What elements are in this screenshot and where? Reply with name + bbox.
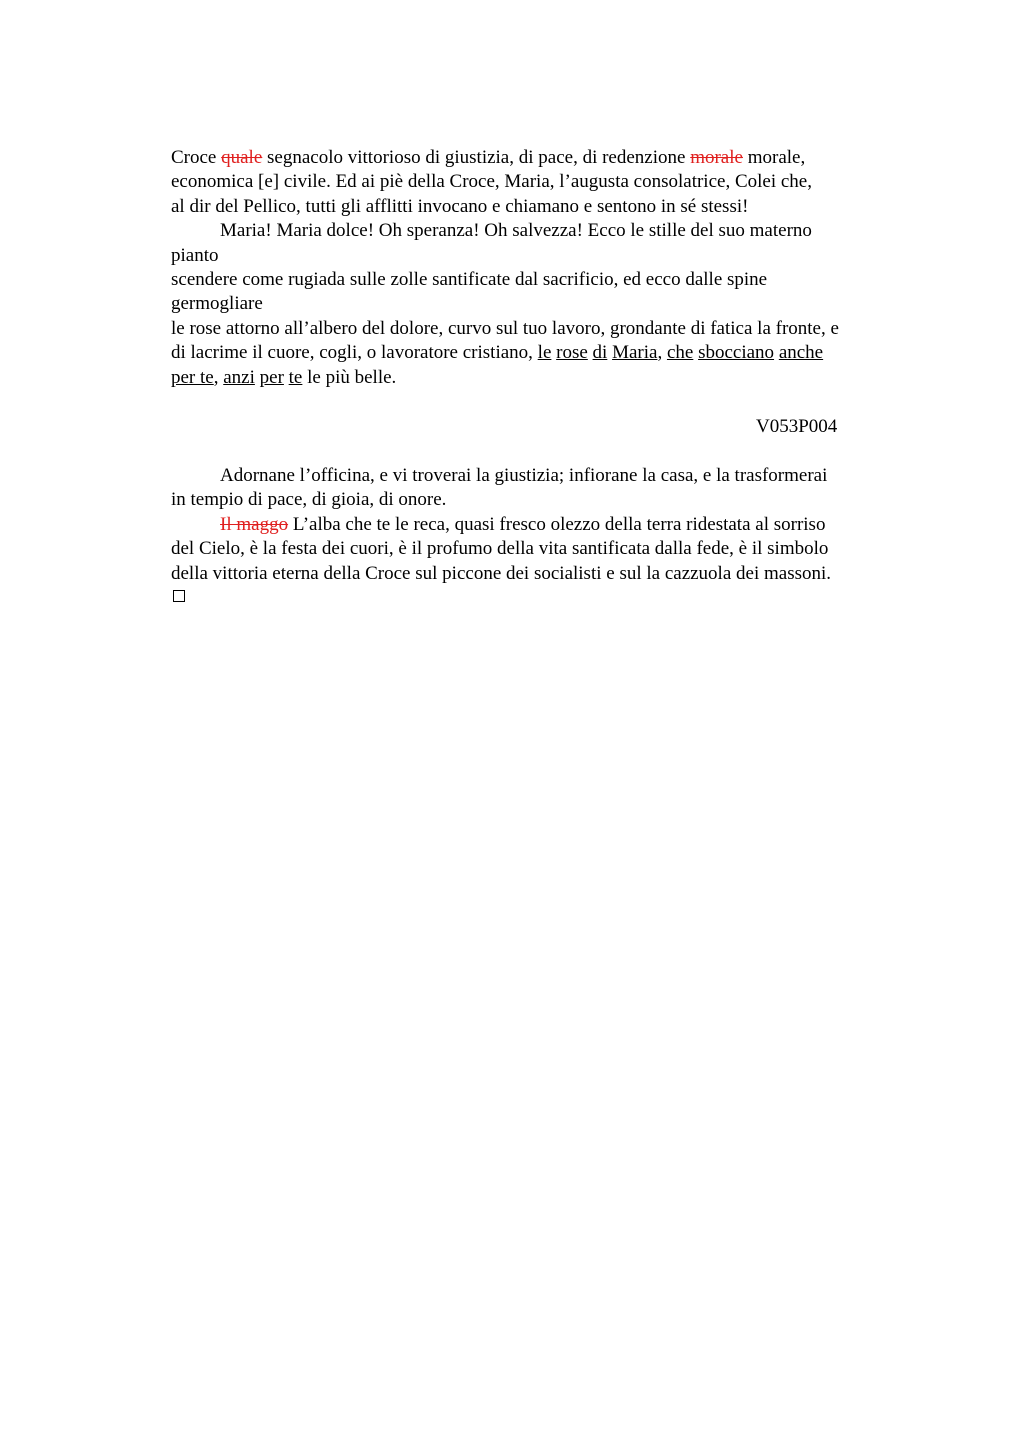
- underlined-text: di: [592, 342, 608, 364]
- underlined-text: le: [537, 342, 552, 364]
- underlined-text: per te: [171, 366, 214, 388]
- text-segment: ,: [657, 342, 667, 364]
- underlined-text: rose: [556, 342, 588, 364]
- text-segment: L’alba che te le reca, quasi fresco olezzo della terra ridestata al sorriso: [288, 513, 826, 535]
- text-segment: le rose attorno all’albero del dolore, curvo sul tuo lavoro, grondante di fatica la fronte, e: [171, 317, 839, 339]
- deleted-text: quale: [221, 147, 263, 168]
- deleted-text: morale: [690, 147, 743, 168]
- text-line: [171, 317, 839, 341]
- underlined-text: anzi: [223, 366, 255, 388]
- text-segment: ,: [213, 366, 224, 388]
- text-segment: al dir del Pellico, tutti gli afflitti invocano e chiamano e sentono in sé stessi!: [171, 195, 749, 217]
- text-line: [171, 195, 748, 219]
- underlined-text: anche: [778, 342, 824, 364]
- text-segment: Maria! Maria dolce! Oh speranza! Oh salvezza! Ecco le stille del suo materno: [220, 220, 812, 242]
- empty-square-icon: [173, 590, 185, 602]
- text-segment: pianto: [171, 244, 219, 266]
- text-line: [171, 562, 831, 586]
- text-segment: le più belle.: [302, 366, 397, 388]
- text-segment: morale,: [742, 147, 806, 168]
- text-line: [171, 146, 805, 170]
- text-segment: germogliare: [171, 293, 263, 315]
- text-line: [171, 292, 263, 316]
- text-line: [171, 366, 396, 390]
- text-line: [220, 219, 812, 243]
- text-line: [171, 268, 767, 292]
- underlined-text: te: [288, 366, 303, 388]
- text-segment: della vittoria eterna della Croce sul piccone dei socialisti e sul la cazzuola dei massoni.: [171, 562, 832, 584]
- text-segment: scendere come rugiada sulle zolle santificate dal sacrificio, ed ecco dalle spine: [171, 269, 768, 290]
- text-line: [171, 488, 446, 512]
- text-line: [171, 341, 823, 365]
- text-line: [220, 513, 825, 537]
- text-line: [171, 170, 812, 194]
- text-segment: segnacolo vittorioso di giustizia, di pace, di redenzione: [262, 147, 691, 168]
- underlined-text: sbocciano: [698, 342, 775, 364]
- text-segment: Adornane l’officina, e vi troverai la giustizia; infiorane la casa, e la trasformerai: [220, 465, 828, 486]
- underlined-text: che: [666, 342, 694, 364]
- text-segment: in tempio di pace, di gioia, di onore.: [171, 489, 447, 511]
- underlined-text: per: [259, 366, 284, 388]
- text-segment: di lacrime il cuore, cogli, o lavoratore cristiano,: [171, 342, 538, 364]
- text-segment: del Cielo, è la festa dei cuori, è il profumo della vita santificata dalla fede, è il simbolo: [171, 538, 829, 560]
- text-segment: Croce: [171, 147, 222, 168]
- underlined-text: Maria: [612, 342, 658, 364]
- text-segment: economica [e] civile. Ed ai piè della Croce, Maria, l’augusta consolatrice, Colei che,: [171, 171, 812, 193]
- text-line: [171, 537, 828, 561]
- text-line: [220, 464, 827, 488]
- page-reference: V053P004: [756, 416, 838, 437]
- text-line: [171, 244, 219, 268]
- deleted-text: Il maggo: [220, 513, 289, 535]
